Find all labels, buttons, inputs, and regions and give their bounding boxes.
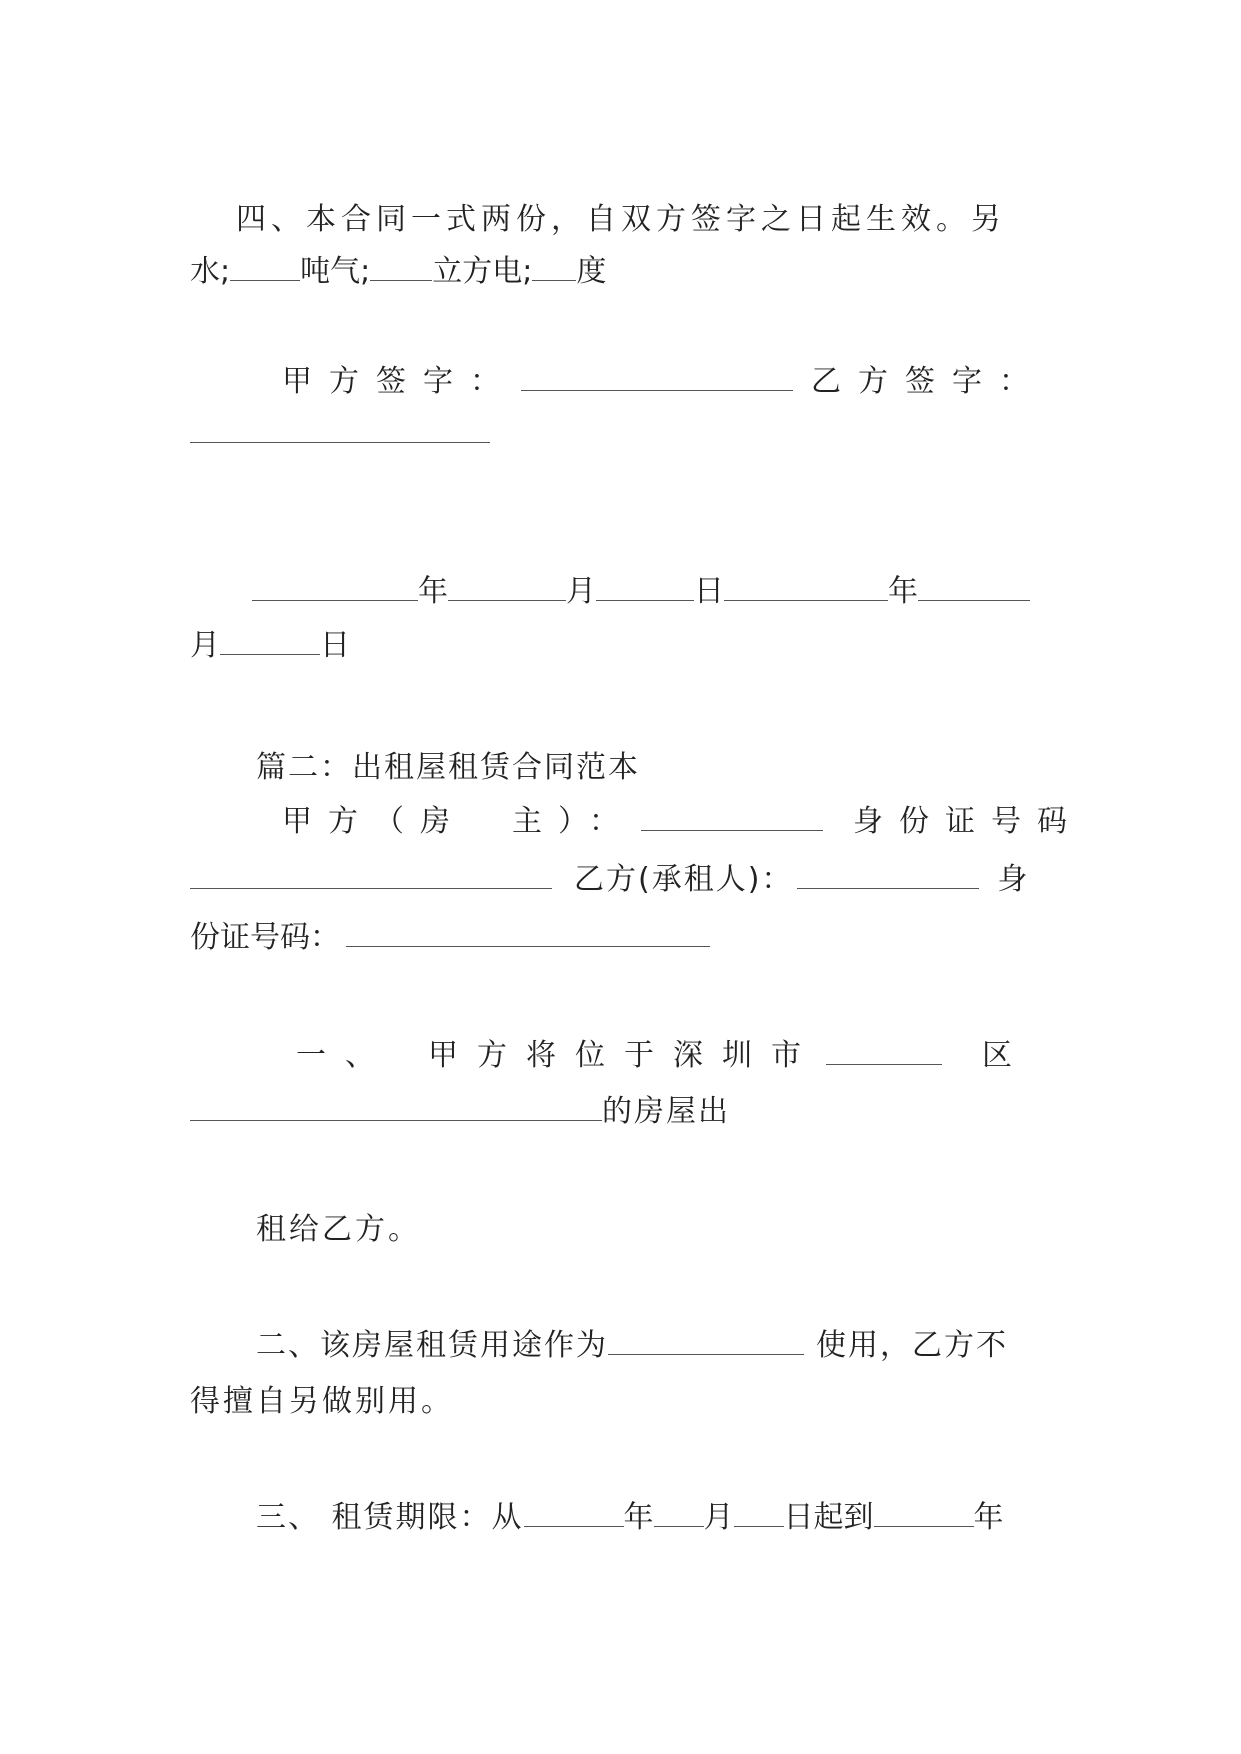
date-a-day-blank [596, 574, 694, 601]
gas-blank [370, 254, 432, 281]
start-day-label: 日起到 [783, 1500, 874, 1535]
landlord-id-label: 身份证号码 [853, 804, 1083, 839]
landlord-label: 甲方（房 主）： [282, 804, 635, 839]
clause-1-line-3-text: 租给乙方。 [256, 1212, 421, 1247]
clause-4-line-2 [190, 252, 1052, 292]
tenant-id-label-rest: 份证号码： [190, 920, 340, 955]
end-year-blank [874, 1500, 974, 1527]
clause-2-text: 二、该房屋租赁用途作为 [256, 1328, 608, 1363]
date-a-month-label: 月 [566, 574, 596, 609]
date-a-month-blank [448, 574, 566, 601]
gas-label: 吨气; [300, 254, 371, 289]
usage-blank [608, 1328, 804, 1355]
start-day-blank [734, 1500, 784, 1527]
parties-line-2 [190, 860, 1052, 900]
degree-label: 度 [576, 254, 607, 289]
date-line-2 [190, 626, 1052, 666]
clause-2-tail: 使用，乙方不 [816, 1328, 1008, 1363]
date-b-year-label: 年 [888, 574, 918, 609]
part2-title-text: 篇二：出租屋租赁合同范本 [256, 750, 640, 785]
start-month-blank [654, 1500, 704, 1527]
start-year-label: 年 [623, 1500, 654, 1535]
date-a-year-blank [252, 574, 418, 601]
party-a-signature-blank [521, 364, 793, 391]
party-a-signature-label: 甲方签字： [282, 364, 517, 399]
tenant-id-label-start: 身 [997, 862, 1028, 897]
clause-1-line-1 [296, 1036, 1052, 1076]
tenant-name-blank [797, 862, 979, 889]
date-b-day-blank [220, 628, 320, 655]
start-month-label: 月 [703, 1500, 734, 1535]
electric-blank [532, 254, 576, 281]
clause-2-line-2-text: 得擅自另做别用。 [190, 1384, 454, 1419]
clause-2-line-1 [256, 1326, 1118, 1366]
tenant-label: 乙方(承租人)： [574, 862, 794, 897]
clause-4-text: 四、本合同一式两份，自双方签字之日起生效。另 [236, 202, 1006, 237]
clause-1-tail: 的房屋出 [602, 1094, 730, 1129]
landlord-name-blank [641, 804, 823, 831]
date-b-month-blank [918, 574, 1030, 601]
clause-1-line-2 [190, 1092, 1052, 1132]
address-blank [190, 1094, 602, 1121]
date-b-month-label: 月 [190, 628, 220, 663]
date-b-year-blank [724, 574, 888, 601]
parties-line-1 [282, 802, 1083, 842]
parties-line-3 [190, 918, 1052, 958]
signature-line-2 [190, 414, 1052, 454]
clause-2-line-2 [190, 1382, 1052, 1422]
end-year-label: 年 [973, 1500, 1004, 1535]
water-blank [230, 254, 300, 281]
clause-3-line-1 [256, 1498, 1118, 1538]
water-label: 水; [190, 254, 231, 289]
electric-label: 立方电; [432, 254, 533, 289]
date-a-day-label: 日 [694, 574, 724, 609]
clause-1-line-3 [256, 1210, 1118, 1250]
clause-4-line-1 [236, 200, 1050, 240]
date-a-year-label: 年 [418, 574, 448, 609]
district-blank [826, 1038, 942, 1065]
lease-term-label: 三、 租赁期限：从 [256, 1500, 524, 1535]
district-label: 区 [982, 1038, 1012, 1073]
part2-title [256, 748, 1118, 788]
signature-line [282, 362, 1052, 402]
tenant-id-blank [346, 920, 710, 947]
clause-1-text: 一、 甲方将位于深圳市 [296, 1038, 820, 1073]
party-b-signature-label: 乙方签字： [811, 364, 1046, 399]
date-b-day-label: 日 [320, 628, 350, 663]
date-line [252, 572, 1052, 612]
party-b-signature-blank [190, 416, 490, 443]
landlord-id-blank [190, 862, 552, 889]
start-year-blank [524, 1500, 624, 1527]
